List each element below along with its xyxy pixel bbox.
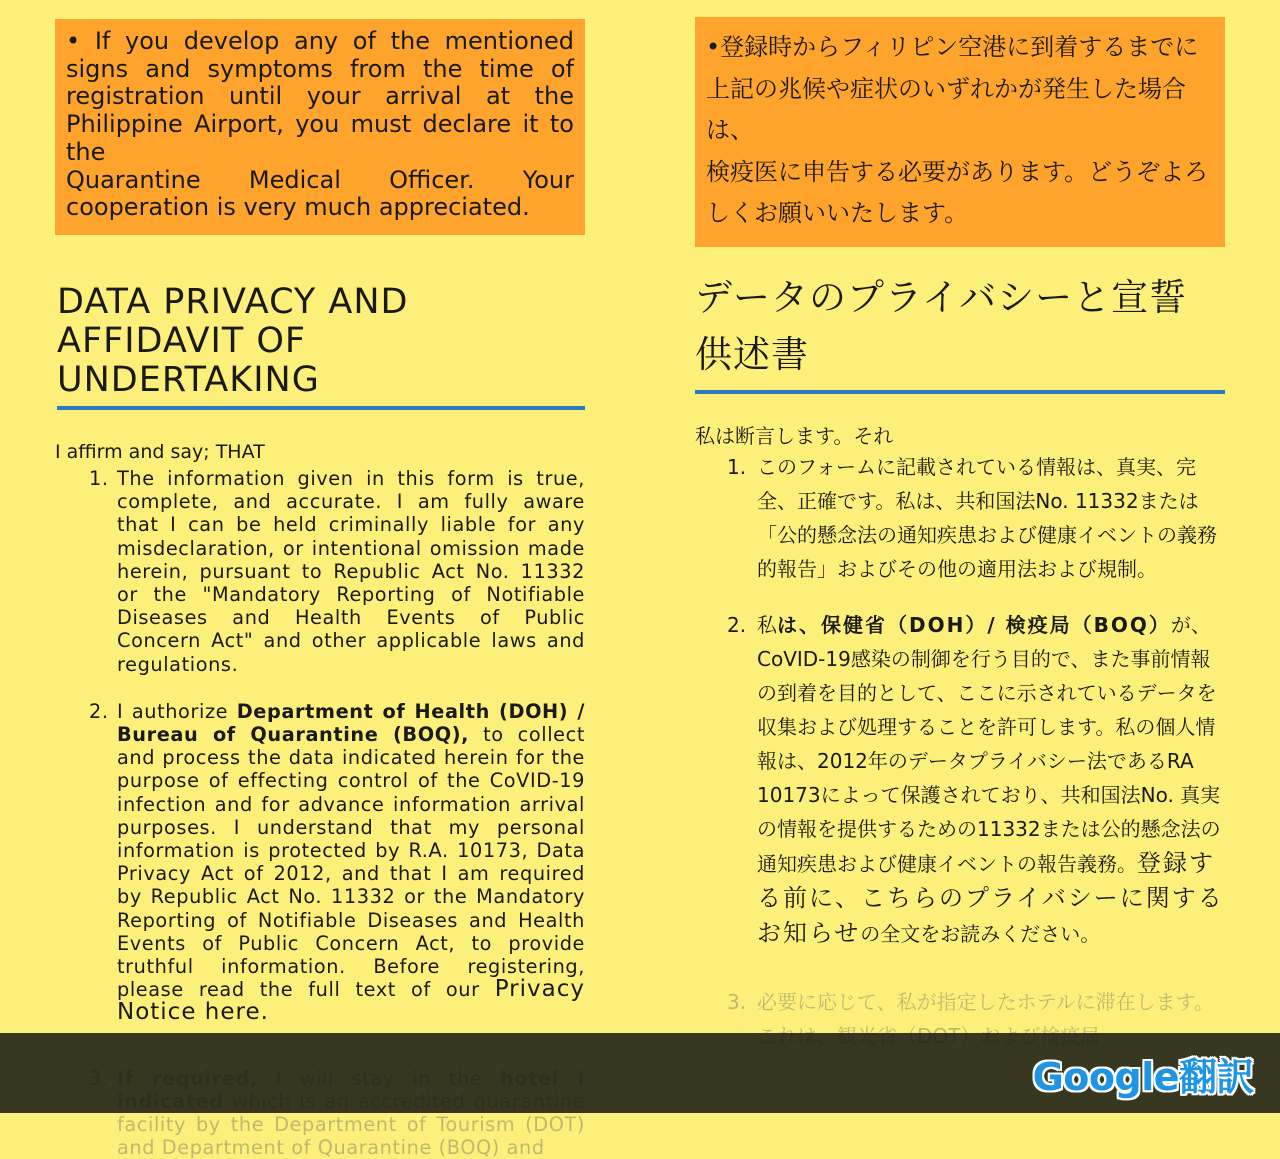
list-item-text: The information given in this form is true, complete, and accurate. I am fully aware that I can be held criminally liable for any misdeclaration, or intentional omission made herein, pursuant to Republic Act No. 11332 or the "Mandatory Reporting of Notifiable Diseases and Health Events of Public Concern Act" and other applicable laws and regulations. <box>117 467 585 676</box>
symptom-declaration-notice-ja: •登録時からフィリピン空港に到着するまでに上記の兆候や症状のいずれかが発生した場合は、 検疫医に申告する必要があります。どうぞよろしくお願いいたします。 <box>695 17 1225 247</box>
data-privacy-heading-ja: データのプライバシーと宣誓 供述書 <box>695 269 1225 394</box>
google-translate-badge: Google翻訳 <box>1032 1055 1254 1099</box>
list-item-text: このフォームに記載されている情報は、真実、完全、正確です。私は、共和国法No. 11332または「公的懸念法の通知疾患および健康イベントの義務的報告」およびその他の適用法および規制。 <box>757 455 1217 581</box>
list-item-number: 1. <box>727 455 747 479</box>
list-item-text: 必要に応じて、私が指定したホテルに滞在します。 <box>757 990 1214 1014</box>
list-item <box>695 450 1225 586</box>
list-item <box>55 700 585 1025</box>
affirmation-intro: I affirm and say; THAT <box>55 441 265 463</box>
list-item-text: to collect and process the data indicated herein for the purpose of effecting control of the CoVID-19 infection and for advance information arrival purposes. I understand that my personal information is protected by R.A. 10173, Data Privacy Act of 2012, and that I am required by Republic Act No. 11332 or the Mandatory Reporting of Notifiable Diseases and Health Events of Public Concern Act, to provide truthful information. Before registering, please read the full text of our <box>117 723 585 1002</box>
doh-boq-bold-text: Department of Health (DOH) / Bureau of Quarantine (BOQ), <box>117 699 585 747</box>
japanese-column <box>695 0 1225 1053</box>
privacy-notice-link-ja[interactable]: 登録する前に、こちらのプライバシーに関するお知らせ <box>757 849 1224 947</box>
list-item-number: 2. <box>89 699 109 723</box>
list-item-number: 2. <box>727 613 747 637</box>
list-item <box>695 608 1225 951</box>
list-item-number: 1. <box>89 467 109 490</box>
list-item-text: が、CoVID-19感染の制御を行う目的で、また事前情報の到着を目的として、ここに示されているデータを収集および処理することを許可します。私の個人情報は、2012年のデータプライバシー法であるRA 10173によって保護されており、共和国法No. 真実の情報を提供するための11332または公的懸念法の通知疾患および健康イベントの報告義務。 <box>757 613 1221 876</box>
list-item-number: 3. <box>727 990 747 1014</box>
list-item-text: の全文をお読みください。 <box>860 922 1101 946</box>
english-column <box>55 0 585 1159</box>
privacy-notice-link[interactable]: Privacy Notice here. <box>117 976 585 1026</box>
affidavit-list-ja <box>695 450 1225 1053</box>
data-privacy-heading: DATA PRIVACY AND AFFIDAVIT OF UNDERTAKING <box>57 283 585 410</box>
affirmation-intro-ja: 私は断言します。それ <box>695 424 894 448</box>
list-item <box>55 467 585 676</box>
list-item-text: I authorize <box>117 699 237 723</box>
symptom-declaration-notice: • If you develop any of the mentioned signs and symptoms from the time of registration until your arrival at the Philippine Airport, you must declare it to the Quarantine Medical Officer. Your cooperation is very much appreciated. <box>55 19 585 235</box>
list-item-text: 私 <box>757 613 777 637</box>
doh-boq-bold-text-ja: は、保健省（DOH）/ 検疫局（BOQ） <box>777 613 1171 637</box>
list-item-text: facility by the Department of Tourism (DOT) and Department of Quarantine (BOQ) and <box>117 1113 585 1159</box>
